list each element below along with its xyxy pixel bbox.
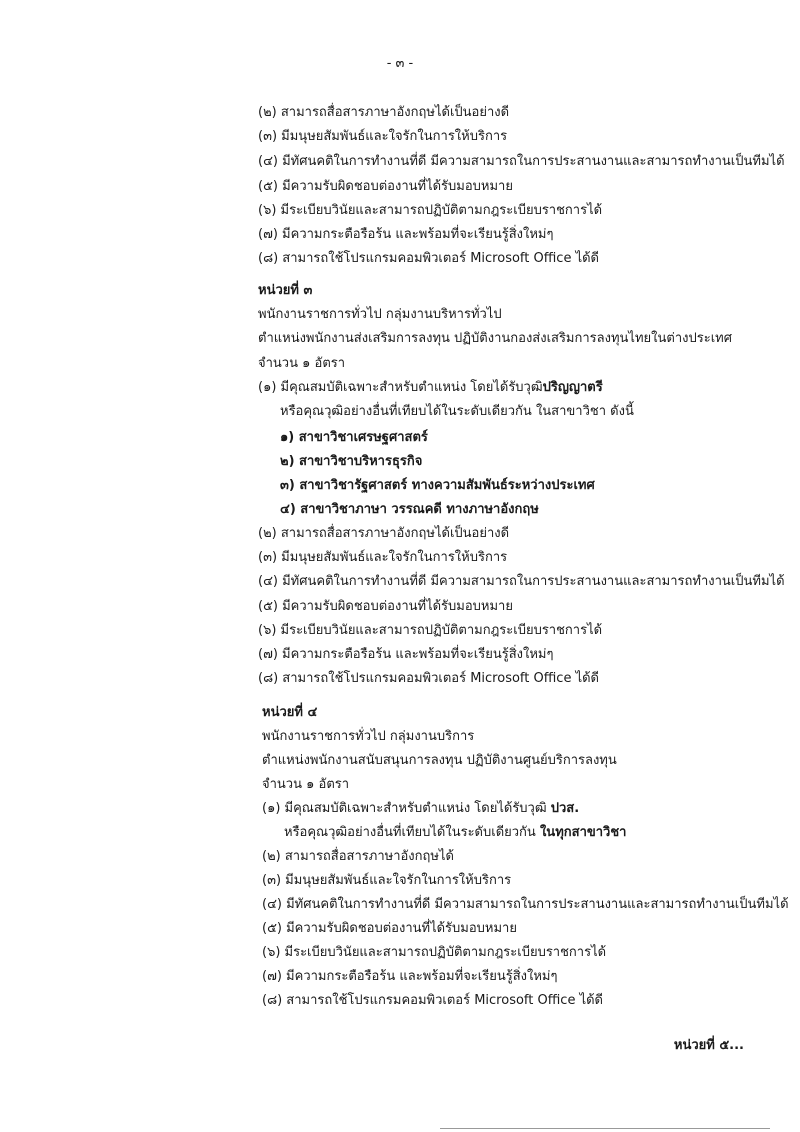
unit-3-vacancies: จำนวน ๑ อัตรา [258,356,346,371]
footer-divider [440,1128,770,1129]
list-item: (๖) มีระเบียบวินัยและสามารถปฏิบัติตามกฎระเบียบราชการได้ [258,203,603,218]
list-item: (๘) สามารถใช้โปรแกรมคอมพิวเตอร์ Microsoft Office ได้ดี [258,671,599,686]
list-item: (๗) มีความกระตือรือร้น และพร้อมที่จะเรียนรู้สิ่งใหม่ๆ [262,969,558,984]
degree-requirement: ปริญญาตรี [542,380,603,395]
unit-3-group: พนักงานราชการทั่วไป กลุ่มงานบริหารทั่วไป [258,307,502,322]
qualification-continuation: หรือคุณวุฒิอย่างอื่นที่เทียบได้ในระดับเดียวกัน ในสาขาวิชา ดังนี้ [280,404,634,419]
list-item: (๒) สามารถสื่อสารภาษาอังกฤษได้ [262,849,454,864]
page-number: - ๓ - [386,56,414,71]
field-of-study: ๓) สาขาวิชารัฐศาสตร์ ทางความสัมพันธ์ระหว่างประเทศ [280,478,595,493]
qualification-prefix: (๑) มีคุณสมบัติเฉพาะสำหรับตำแหน่ง โดยได้รับวุฒิ [258,380,543,395]
list-item: (๕) มีความรับผิดชอบต่องานที่ได้รับมอบหมาย [258,599,513,614]
list-item: (๖) มีระเบียบวินัยและสามารถปฏิบัติตามกฎระเบียบราชการได้ [258,623,603,638]
list-item: (๗) มีความกระตือรือร้น และพร้อมที่จะเรียนรู้สิ่งใหม่ๆ [258,227,554,242]
unit-3-position: ตำแหน่งพนักงานส่งเสริมการลงทุน ปฏิบัติงานกองส่งเสริมการลงทุนไทยในต่างประเทศ [258,331,732,346]
unit-3-heading: หน่วยที่ ๓ [258,283,313,298]
list-item: (๕) มีความรับผิดชอบต่องานที่ได้รับมอบหมาย [262,921,517,936]
list-item: (๗) มีความกระตือรือร้น และพร้อมที่จะเรียนรู้สิ่งใหม่ๆ [258,647,554,662]
list-item: (๓) มีมนุษยสัมพันธ์และใจรักในการให้บริการ [258,129,508,144]
unit-4-group: พนักงานราชการทั่วไป กลุ่มงานบริการ [262,729,475,744]
field-of-study: ๑) สาขาวิชาเศรษฐศาสตร์ [280,430,428,445]
qualification-continuation [284,823,626,843]
list-item: (๔) มีทัศนคติในการทำงานที่ดี มีความสามารถในการประสานงานและสามารถทำงานเป็นทีมได้ [258,154,785,169]
list-item: (๓) มีมนุษยสัมพันธ์และใจรักในการให้บริการ [262,873,512,888]
list-item: (๔) มีทัศนคติในการทำงานที่ดี มีความสามารถในการประสานงานและสามารถทำงานเป็นทีมได้ [262,897,789,912]
field-of-study: ๒) สาขาวิชาบริหารธุรกิจ [280,454,423,469]
list-item: (๔) มีทัศนคติในการทำงานที่ดี มีความสามารถในการประสานงานและสามารถทำงานเป็นทีมได้ [258,574,785,589]
list-item: (๒) สามารถสื่อสารภาษาอังกฤษได้เป็นอย่างดี [258,105,510,120]
field-of-study: ในทุกสาขาวิชา [539,825,627,840]
qualification-continuation-text: หรือคุณวุฒิอย่างอื่นที่เทียบได้ในระดับเดียวกัน [284,825,536,840]
qualification-prefix: (๑) มีคุณสมบัติเฉพาะสำหรับตำแหน่ง โดยได้รับวุฒิ [262,801,547,816]
list-item: (๖) มีระเบียบวินัยและสามารถปฏิบัติตามกฎระเบียบราชการได้ [262,945,607,960]
unit-4-vacancies: จำนวน ๑ อัตรา [262,777,350,792]
list-item: (๒) สามารถสื่อสารภาษาอังกฤษได้เป็นอย่างดี [258,526,510,541]
degree-requirement: ปวส. [550,801,580,816]
list-item: (๕) มีความรับผิดชอบต่องานที่ได้รับมอบหมาย [258,179,513,194]
list-item: (๘) สามารถใช้โปรแกรมคอมพิวเตอร์ Microsoft Office ได้ดี [258,251,599,266]
continuation-note: หน่วยที่ ๕... [673,1038,744,1053]
list-item: (๓) มีมนุษยสัมพันธ์และใจรักในการให้บริการ [258,550,508,565]
unit-3-qualification [258,378,603,398]
list-item: (๘) สามารถใช้โปรแกรมคอมพิวเตอร์ Microsoft Office ได้ดี [262,993,603,1008]
unit-4-position: ตำแหน่งพนักงานสนับสนุนการลงทุน ปฏิบัติงานศูนย์บริการลงทุน [262,753,617,768]
field-of-study: ๔) สาขาวิชาภาษา วรรณคดี ทางภาษาอังกฤษ [280,502,539,517]
unit-4-qualification [262,799,579,819]
unit-4-heading: หน่วยที่ ๔ [262,705,318,720]
